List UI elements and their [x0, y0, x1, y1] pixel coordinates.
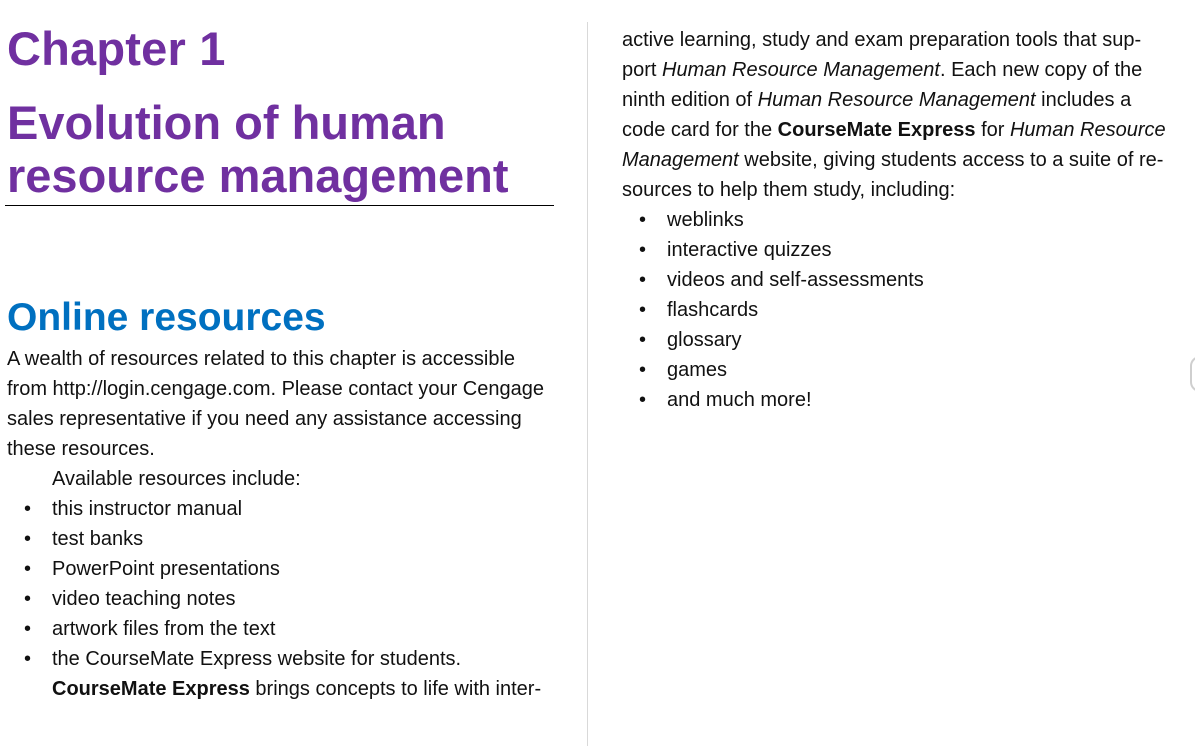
- bullet-icon: •: [24, 618, 32, 640]
- features-list: [639, 205, 924, 415]
- bullet-icon: •: [639, 299, 647, 321]
- text-run: port: [622, 59, 663, 81]
- list-item-text: glossary: [667, 329, 742, 351]
- paragraph-line: [622, 25, 1174, 55]
- list-item: [639, 265, 924, 295]
- coursemate-rest-text: brings concepts to life with inter-: [249, 678, 542, 700]
- scroll-handle[interactable]: [1190, 356, 1195, 392]
- bullet-icon: •: [24, 528, 32, 550]
- intro-line: sales representative if you need any assistance accessing: [7, 408, 522, 430]
- bullet-icon: •: [639, 329, 647, 351]
- list-item-text: the CourseMate Express website for students.: [52, 648, 462, 670]
- italic-text: Human Resource Management: [757, 89, 1036, 111]
- text-run: ninth edition of: [622, 89, 758, 111]
- intro-paragraph: [7, 344, 555, 464]
- paragraph-line: [622, 85, 1174, 115]
- section-heading: Online resources: [7, 296, 326, 339]
- list-item-text: videos and self-assessments: [667, 269, 924, 291]
- title-rule: [5, 205, 554, 206]
- list-item-text: interactive quizzes: [667, 239, 832, 261]
- paragraph-line: [622, 115, 1174, 145]
- paragraph-line: [622, 55, 1174, 85]
- list-item-text: weblinks: [667, 209, 744, 231]
- text-run: for: [975, 119, 1010, 141]
- italic-text: Human Resource Management: [662, 59, 940, 81]
- column-divider: [587, 22, 588, 746]
- intro-line: from http://login.cengage.com. Please contact your Cengage: [7, 378, 544, 400]
- text-run: . Each new copy of the: [939, 59, 1143, 81]
- chapter-label: Chapter 1: [7, 22, 226, 75]
- intro-line: A wealth of resources related to this chapter is accessible: [7, 348, 516, 370]
- bullet-icon: •: [24, 498, 32, 520]
- list-item-text: test banks: [52, 528, 144, 550]
- available-resources-label: Available resources include:: [52, 468, 301, 490]
- text-run: sources to help them study, including:: [622, 179, 956, 201]
- bullet-icon: •: [24, 558, 32, 580]
- list-item: [639, 385, 924, 415]
- list-item: [639, 235, 924, 265]
- coursemate-bold-text: CourseMate Express: [52, 678, 250, 700]
- list-item: [24, 554, 461, 584]
- list-item: [639, 325, 924, 355]
- bold-text: CourseMate Express: [777, 119, 976, 141]
- list-item-text: flashcards: [667, 299, 759, 321]
- italic-text: Human Resource: [1009, 119, 1166, 141]
- list-item-text: games: [667, 359, 728, 381]
- list-item-text: video teaching notes: [52, 588, 236, 610]
- paragraph-line: [622, 175, 1174, 205]
- list-item: [24, 494, 461, 524]
- bullet-icon: •: [639, 359, 647, 381]
- text-run: includes a: [1035, 89, 1132, 111]
- bullet-icon: •: [639, 389, 647, 411]
- list-item: [24, 584, 461, 614]
- bullet-icon: •: [639, 269, 647, 291]
- list-item: [24, 524, 461, 554]
- list-item: [24, 644, 462, 674]
- list-item: [24, 614, 461, 644]
- list-item: [639, 205, 924, 235]
- text-run: code card for the: [622, 119, 778, 141]
- list-item-text: and much more!: [667, 389, 812, 411]
- list-item-text: artwork files from the text: [52, 618, 276, 640]
- intro-line: these resources.: [7, 438, 155, 460]
- list-item: [639, 355, 924, 385]
- resources-list: [24, 494, 462, 674]
- bullet-icon: •: [24, 588, 32, 610]
- text-run: active learning, study and exam preparation tools that sup-: [622, 29, 1142, 51]
- coursemate-paragraph: [622, 25, 1174, 205]
- coursemate-line: [52, 674, 562, 704]
- text-run: website, giving students access to a suite of re-: [738, 149, 1164, 171]
- list-item-text: PowerPoint presentations: [52, 558, 280, 580]
- bullet-icon: •: [639, 209, 647, 231]
- bullet-icon: •: [24, 648, 32, 670]
- paragraph-line: [622, 145, 1174, 175]
- list-item: [639, 295, 924, 325]
- bullet-icon: •: [639, 239, 647, 261]
- chapter-title: Evolution of human resource management: [7, 96, 509, 202]
- italic-text: Management: [622, 149, 739, 171]
- list-item-text: this instructor manual: [52, 498, 243, 520]
